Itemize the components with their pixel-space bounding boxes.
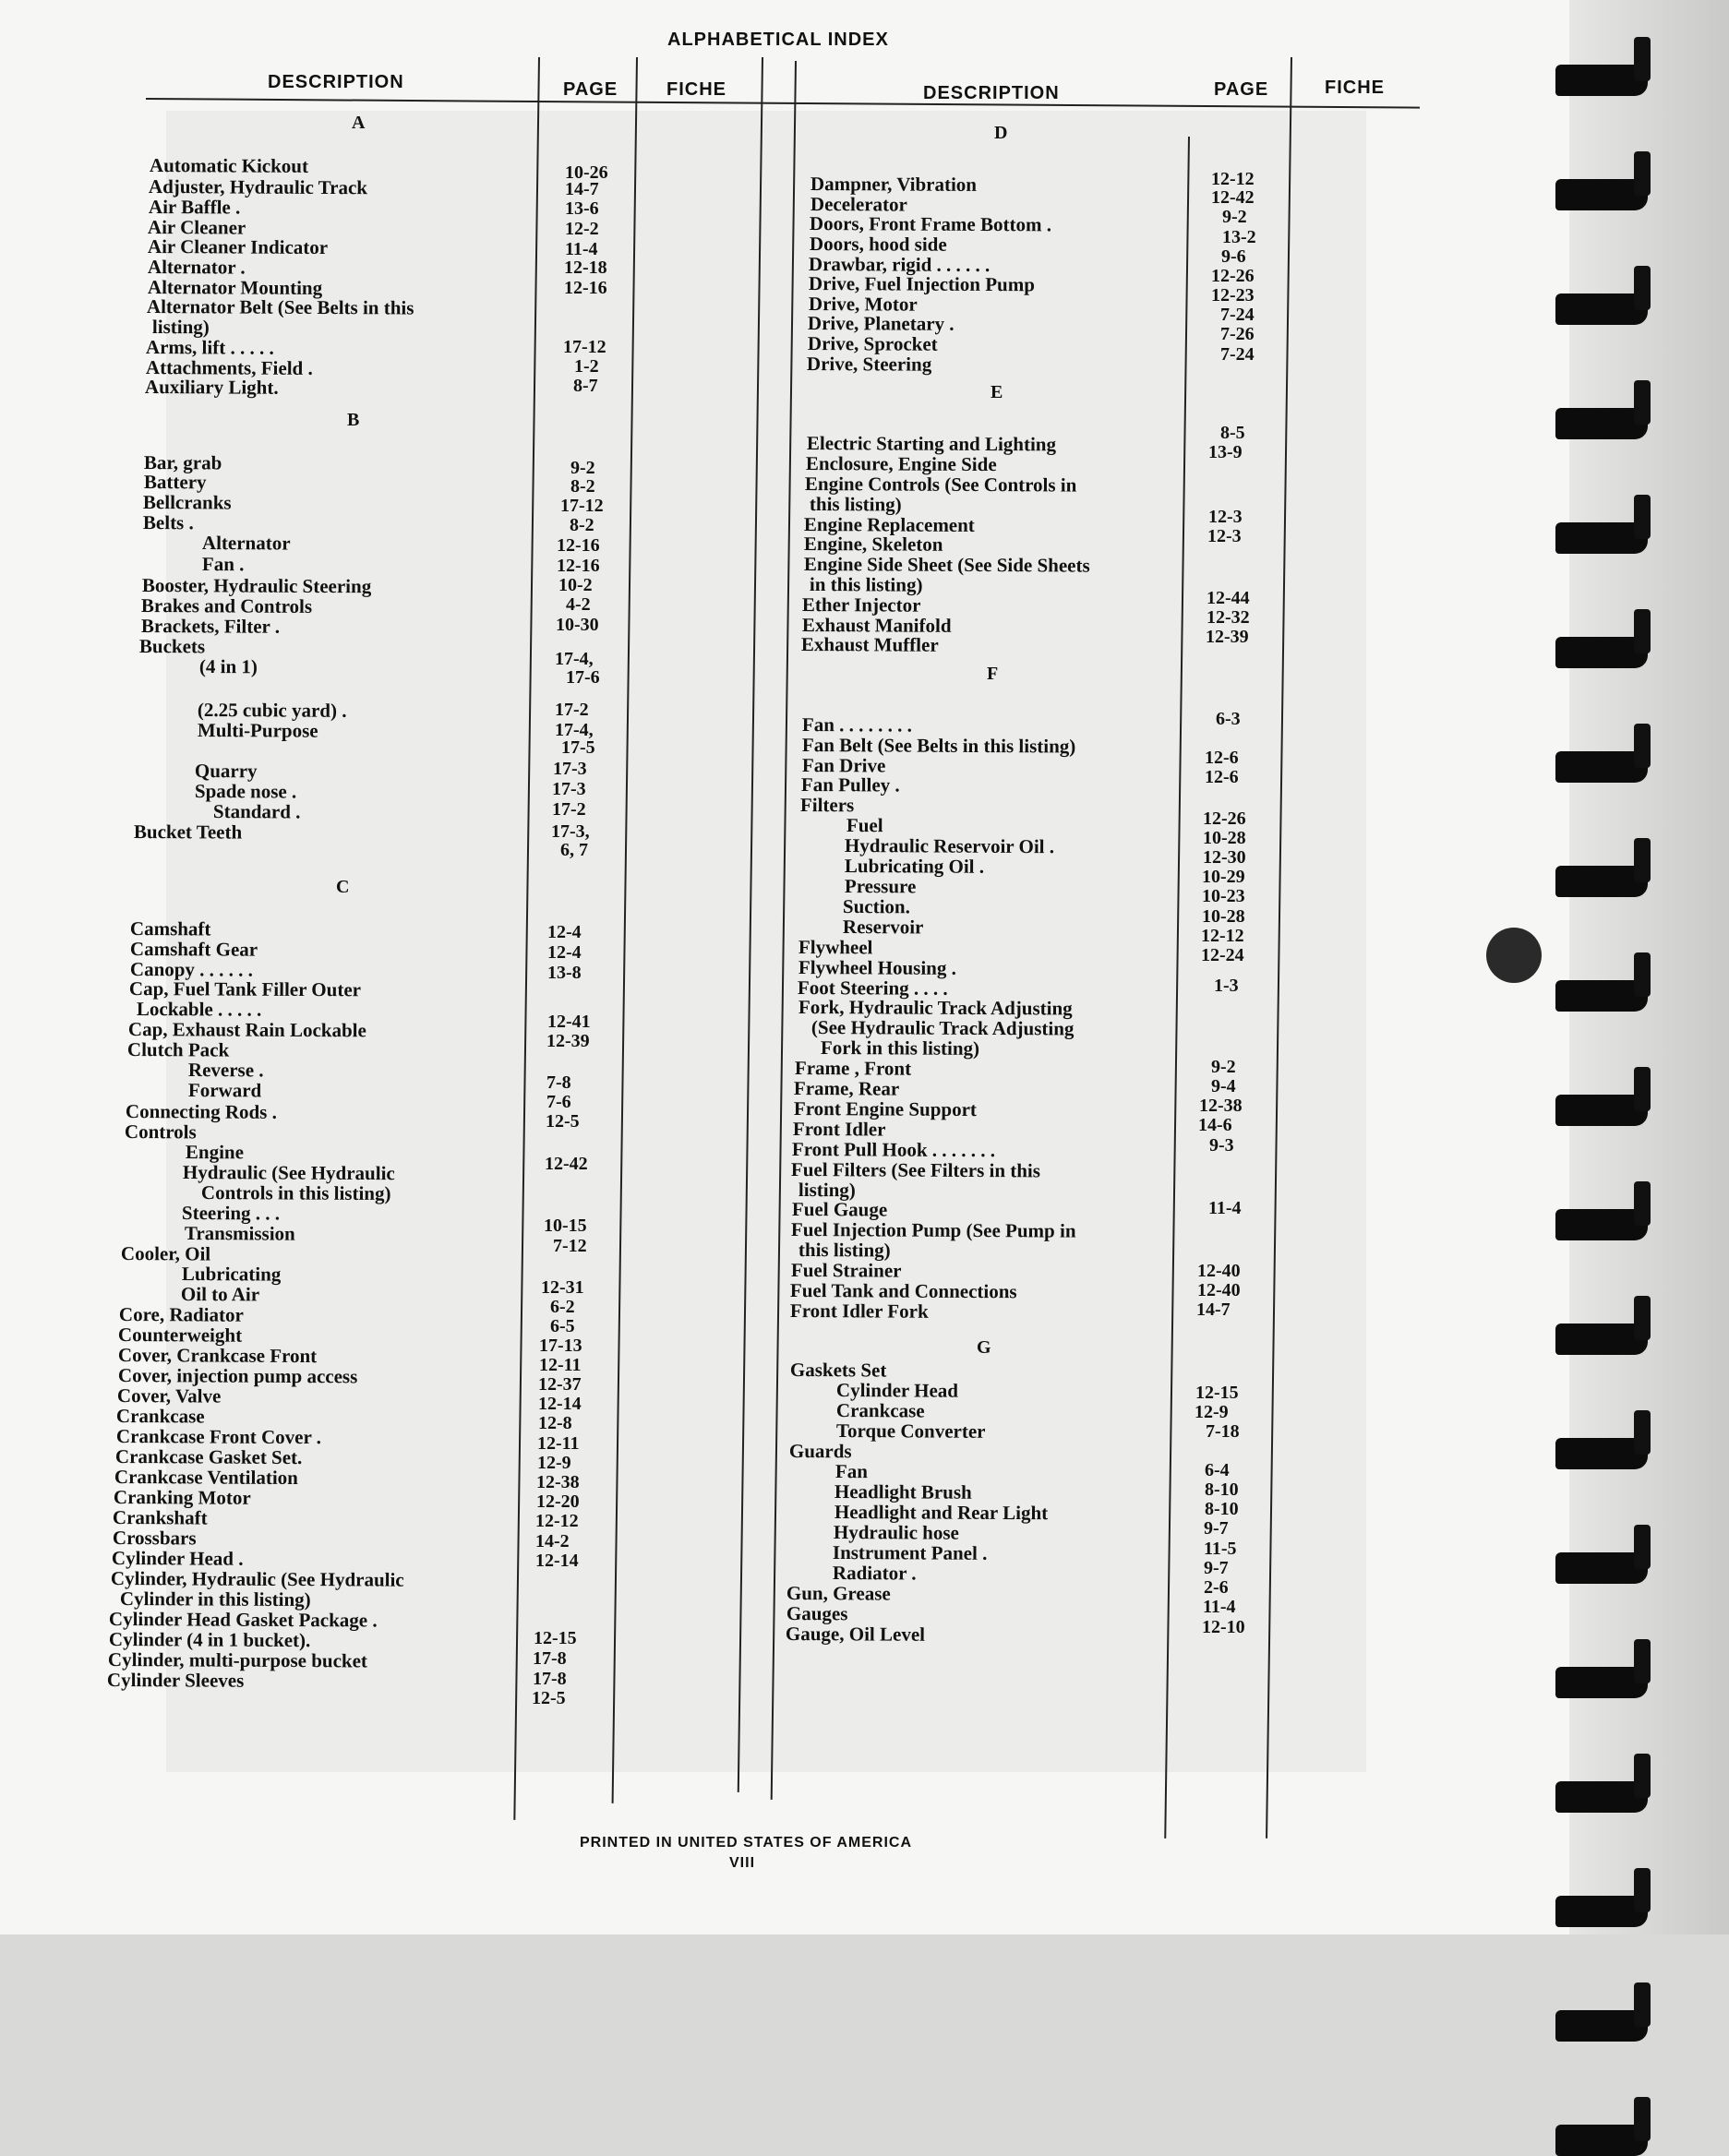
index-entry-description: this listing): [809, 493, 902, 516]
index-entry-description: Foot Steering . . . .: [797, 976, 948, 1000]
index-entry-page: 17-2: [555, 700, 589, 720]
binding-coil-back: [1634, 724, 1651, 768]
index-entry-page: 10-23: [1202, 886, 1245, 906]
index-entry-page: 12-32: [1207, 607, 1250, 628]
index-entry-page: 12-16: [557, 556, 600, 576]
index-entry-description: Multi-Purpose: [197, 719, 318, 742]
index-entry-page: 12-6: [1205, 767, 1239, 787]
binding-coil-back: [1634, 1410, 1651, 1455]
index-entry-page: 14-6: [1198, 1115, 1232, 1135]
index-entry-description: Drive, Sprocket: [807, 332, 938, 355]
index-entry-description: Controls in this listing): [200, 1181, 391, 1205]
index-entry-page: 10-28: [1202, 906, 1245, 927]
index-entry-page: 12-9: [1195, 1402, 1229, 1422]
index-entry-page: 17-8: [533, 1669, 567, 1689]
index-entry-page: 8-5: [1220, 423, 1245, 443]
page-title: ALPHABETICAL INDEX: [667, 30, 889, 50]
index-entry-page: 11-4: [565, 239, 598, 259]
index-entry-description: listing): [798, 1179, 856, 1202]
index-entry-page: 6-4: [1205, 1460, 1230, 1480]
index-entry-description: Engine Replacement: [803, 513, 975, 536]
index-entry-description: Cylinder, Hydraulic (See Hydraulic: [110, 1567, 404, 1591]
index-entry-page: 10-2: [558, 575, 593, 595]
index-entry-description: Engine Controls (See Controls in: [804, 473, 1077, 497]
index-entry-page: 7-24: [1220, 344, 1255, 365]
binding-coil-back: [1634, 1754, 1651, 1798]
index-entry-description: Camshaft: [129, 917, 211, 940]
index-entry-description: Doors, Front Frame Bottom .: [809, 212, 1052, 236]
index-entry-page: 17-4,: [555, 649, 594, 669]
index-entry-description: Camshaft Gear: [129, 938, 258, 961]
index-entry-description: Crossbars: [112, 1527, 197, 1550]
index-entry-description: Fan . . . . . . . .: [801, 713, 913, 737]
index-entry-description: Auxiliary Light.: [144, 376, 279, 399]
index-entry-description: Exhaust Manifold: [801, 614, 952, 637]
index-entry-description: Controls: [124, 1120, 197, 1144]
index-entry-description: (See Hydraulic Track Adjusting: [810, 1016, 1075, 1040]
index-entry-page: 10-15: [544, 1216, 587, 1236]
index-entry-page: 1-2: [574, 356, 599, 377]
index-entry-page: 12-12: [535, 1511, 579, 1531]
index-entry-description: Bucket Teeth: [133, 820, 243, 844]
index-entry-description: Front Engine Support: [793, 1097, 978, 1121]
index-entry-page: 12-14: [535, 1551, 579, 1571]
index-entry-page: 13-9: [1208, 442, 1243, 462]
index-entry-page: 17-13: [539, 1336, 582, 1356]
index-entry-description: Cooler, Oil: [120, 1242, 211, 1265]
punch-hole: [1486, 928, 1542, 983]
binding-coil-back: [1634, 151, 1651, 196]
index-entry-description: Cover, Crankcase Front: [117, 1344, 318, 1368]
section-letter: F: [987, 664, 999, 684]
index-entry-description: Fuel Injection Pump (See Pump in: [790, 1218, 1076, 1242]
index-entry-page: 13-6: [565, 198, 599, 219]
index-entry-description: Cylinder in this listing): [119, 1587, 311, 1611]
section-letter: G: [977, 1337, 991, 1358]
index-entry-page: 2-6: [1204, 1577, 1229, 1598]
index-entry-description: Suction.: [842, 895, 910, 918]
index-entry-description: Cylinder Head Gasket Package .: [108, 1608, 378, 1632]
index-entry-description: Cylinder Head: [835, 1379, 959, 1402]
index-entry-page: 9-2: [1211, 1057, 1236, 1077]
binding-coil-back: [1634, 1868, 1651, 1912]
col-header-description-left: DESCRIPTION: [268, 72, 404, 92]
index-entry-page: 17-3: [553, 759, 587, 779]
index-entry-description: Drive, Motor: [808, 293, 918, 316]
index-entry-page: 12-18: [564, 258, 607, 278]
index-entry-description: Battery: [143, 471, 207, 494]
index-entry-description: Fuel Tank and Connections: [789, 1279, 1017, 1303]
index-entry-page: 12-42: [1211, 187, 1255, 208]
index-entry-page: 7-24: [1220, 305, 1255, 325]
index-entry-description: Alternator Mounting: [147, 276, 323, 299]
binding-coil-back: [1634, 380, 1651, 425]
index-entry-description: Doors, hood side: [809, 233, 947, 256]
index-entry-description: Electric Starting and Lighting: [806, 432, 1057, 456]
index-entry-description: Air Cleaner: [147, 216, 246, 239]
index-entry-page: 12-44: [1207, 588, 1250, 608]
index-entry-description: Hydraulic Reservoir Oil .: [844, 834, 1055, 858]
binding-coil-back: [1634, 2097, 1651, 2141]
index-entry-description: Gauge, Oil Level: [785, 1623, 926, 1646]
index-entry-description: (2.25 cubic yard) .: [197, 699, 347, 722]
index-entry-description: Radiator .: [832, 1562, 917, 1585]
index-entry-description: Torque Converter: [835, 1419, 986, 1443]
index-entry-page: 10-28: [1203, 828, 1246, 848]
index-entry-page: 12-2: [565, 219, 599, 239]
index-entry-description: Pressure: [844, 875, 917, 898]
index-entry-page: 12-11: [537, 1433, 580, 1454]
index-entry-page: 17-3,: [551, 821, 590, 842]
index-entry-page: 12-40: [1197, 1261, 1241, 1281]
index-entry-description: (4 in 1): [198, 655, 258, 678]
index-entry-page: 9-7: [1204, 1518, 1229, 1539]
col-header-page-right: PAGE: [1214, 79, 1269, 100]
index-entry-page: 12-16: [564, 278, 607, 298]
index-entry-description: Bellcranks: [142, 491, 232, 514]
index-entry-page: 6-5: [550, 1316, 575, 1336]
index-entry-description: Fan Belt (See Belts in this listing): [801, 734, 1076, 758]
index-entry-page: 7-12: [553, 1236, 587, 1256]
index-entry-page: 14-2: [535, 1531, 570, 1551]
binding-coil-back: [1634, 1525, 1651, 1569]
index-entry-description: Clutch Pack: [126, 1038, 230, 1061]
index-entry-description: Cover, Valve: [116, 1384, 222, 1407]
index-entry-description: Belts .: [142, 511, 194, 534]
index-entry-page: 11-4: [1208, 1198, 1242, 1218]
index-entry-description: Fuel Gauge: [791, 1198, 888, 1221]
section-letter: B: [347, 410, 360, 430]
index-entry-description: Ether Injector: [801, 593, 921, 617]
section-letter: E: [991, 382, 1003, 402]
index-entry-description: Filters: [799, 794, 855, 817]
index-entry-page: 17-4,: [555, 720, 594, 740]
index-entry-description: Air Baffle .: [148, 196, 241, 219]
index-entry-description: Forward: [187, 1079, 262, 1102]
index-entry-description: Connecting Rods .: [125, 1100, 277, 1123]
index-entry-page: 12-39: [546, 1031, 590, 1051]
index-entry-page: 10-29: [1202, 867, 1245, 887]
index-entry-description: Cap, Exhaust Rain Lockable: [127, 1018, 366, 1042]
index-entry-description: Guards: [788, 1440, 852, 1463]
index-entry-page: 12-40: [1197, 1280, 1241, 1300]
index-entry-page: 4-2: [566, 594, 591, 615]
index-entry-description: Exhaust Muffler: [800, 633, 939, 656]
index-entry-page: 12-3: [1208, 507, 1243, 527]
index-entry-page: 17-8: [533, 1648, 567, 1669]
binding-coil-back: [1634, 37, 1651, 81]
index-entry-description: this listing): [798, 1239, 891, 1262]
index-entry-description: Flywheel: [798, 936, 873, 959]
index-entry-page: 12-37: [538, 1374, 582, 1395]
index-entry-page: 12-30: [1203, 847, 1246, 868]
index-entry-description: Booster, Hydraulic Steering: [141, 574, 372, 598]
index-entry-description: Cover, injection pump access: [117, 1364, 358, 1388]
index-entry-description: Adjuster, Hydraulic Track: [148, 175, 368, 199]
index-entry-page: 7-8: [546, 1072, 571, 1093]
index-entry-description: Alternator Belt (See Belts in this: [146, 295, 414, 319]
index-entry-description: Buckets: [138, 635, 206, 658]
binding-coil-back: [1634, 1296, 1651, 1340]
index-entry-description: Cylinder (4 in 1 bucket).: [108, 1628, 311, 1652]
index-entry-description: Air Cleaner Indicator: [147, 235, 329, 259]
index-entry-description: Fan Drive: [801, 754, 886, 777]
col-header-description-right: DESCRIPTION: [923, 83, 1060, 103]
index-entry-page: 12-11: [539, 1355, 582, 1375]
index-entry-page: 10-26: [565, 162, 608, 183]
index-entry-description: Core, Radiator: [118, 1303, 244, 1326]
index-entry-page: 12-3: [1207, 526, 1242, 546]
index-entry-description: Arms, lift . . . . .: [145, 336, 274, 359]
index-entry-description: Gauges: [786, 1602, 848, 1625]
index-entry-page: 12-38: [1199, 1096, 1243, 1116]
index-entry-page: 17-6: [566, 667, 600, 688]
index-entry-description: Spade nose .: [194, 780, 297, 803]
index-entry-page: 12-23: [1211, 285, 1255, 305]
index-entry-description: Cranking Motor: [113, 1486, 251, 1509]
index-entry-page: 12-5: [532, 1688, 566, 1708]
index-entry-description: Lockable . . . . .: [136, 998, 262, 1021]
index-entry-page: 7-18: [1206, 1421, 1240, 1442]
index-entry-description: Alternator: [201, 532, 291, 555]
index-entry-description: Fan .: [201, 553, 245, 576]
index-entry-description: Front Idler Fork: [789, 1300, 929, 1323]
index-entry-page: 1-3: [1214, 976, 1239, 996]
index-entry-description: Cylinder Head .: [111, 1547, 244, 1570]
index-entry-description: Brackets, Filter .: [140, 615, 281, 638]
index-entry-page: 12-10: [1202, 1617, 1245, 1637]
index-entry-page: 13-2: [1222, 227, 1256, 247]
section-letter: C: [336, 877, 350, 897]
index-entry-page: 9-4: [1211, 1076, 1236, 1096]
binding-coil-back: [1634, 495, 1651, 539]
index-entry-description: Headlight and Rear Light: [834, 1501, 1049, 1525]
index-entry-page: 13-8: [547, 963, 582, 983]
index-entry-page: 12-6: [1205, 748, 1239, 768]
index-entry-page: 12-12: [1211, 169, 1255, 189]
index-entry-description: Reverse .: [187, 1059, 264, 1082]
index-entry-description: Gun, Grease: [786, 1582, 891, 1605]
index-entry-description: Cylinder, multi-purpose bucket: [107, 1648, 368, 1672]
index-entry-description: listing): [151, 316, 210, 339]
index-entry-description: Attachments, Field .: [145, 356, 313, 379]
index-entry-description: Fuel: [846, 814, 883, 837]
index-entry-description: Crankcase: [115, 1405, 205, 1428]
index-entry-description: Reservoir: [842, 916, 924, 939]
index-entry-description: Hydraulic (See Hydraulic: [182, 1161, 395, 1185]
index-entry-description: Engine Side Sheet (See Side Sheets: [803, 553, 1090, 577]
index-entry-page: 9-2: [1222, 207, 1247, 227]
index-entry-page: 7-26: [1220, 324, 1255, 344]
index-entry-page: 8-10: [1205, 1479, 1239, 1500]
index-entry-description: Frame , Front: [794, 1057, 912, 1080]
index-entry-description: Bar, grab: [143, 451, 222, 474]
index-entry-page: 14-7: [1196, 1300, 1231, 1320]
binding-coil-back: [1634, 1181, 1651, 1226]
section-letter: D: [994, 123, 1008, 143]
index-entry-description: Engine: [185, 1141, 245, 1164]
index-entry-page: 6-3: [1216, 709, 1241, 729]
index-entry-description: Crankcase Gasket Set.: [114, 1445, 303, 1469]
index-entry-description: Dampner, Vibration: [810, 173, 978, 196]
binding-coil-back: [1634, 1639, 1651, 1683]
index-entry-page: 8-2: [570, 476, 595, 497]
index-entry-page: 12-14: [538, 1394, 582, 1414]
index-entry-description: in this listing): [809, 573, 923, 596]
col-header-fiche-right: FICHE: [1325, 78, 1385, 98]
index-entry-page: 12-15: [534, 1628, 577, 1648]
index-entry-page: 12-8: [538, 1413, 572, 1433]
index-entry-description: Frame, Rear: [793, 1077, 900, 1100]
index-entry-page: 12-20: [536, 1491, 580, 1512]
index-entry-description: Crankshaft: [112, 1506, 208, 1529]
index-entry-page: 6, 7: [560, 840, 588, 860]
index-entry-description: Fork, Hydraulic Track Adjusting: [798, 996, 1073, 1020]
index-entry-page: 12-15: [1195, 1383, 1239, 1403]
binding-coil-back: [1634, 1982, 1651, 2027]
index-entry-page: 17-5: [561, 737, 595, 758]
binding-coil-back: [1634, 952, 1651, 997]
col-header-page-left: PAGE: [563, 79, 618, 100]
index-entry-description: Front Pull Hook . . . . . . .: [791, 1138, 996, 1162]
index-entry-page: 8-7: [573, 376, 598, 396]
index-entry-page: 6-2: [550, 1297, 575, 1317]
index-entry-page: 8-2: [570, 515, 594, 535]
index-entry-description: Automatic Kickout: [149, 154, 309, 177]
index-entry-description: Drawbar, rigid . . . . . .: [808, 253, 991, 277]
index-entry-description: Drive, Fuel Injection Pump: [808, 272, 1035, 296]
index-entry-page: 17-2: [552, 799, 586, 820]
index-entry-description: Drive, Steering: [806, 353, 932, 376]
index-entry-page: 12-26: [1203, 808, 1246, 829]
index-entry-page: 12-26: [1211, 266, 1255, 286]
index-entry-page: 12-4: [547, 922, 582, 942]
index-entry-description: Fork in this listing): [820, 1036, 980, 1060]
index-entry-page: 14-7: [565, 179, 599, 199]
index-entry-page: 11-5: [1204, 1539, 1237, 1559]
index-entry-page: 12-24: [1201, 945, 1244, 965]
index-entry-description: Cap, Fuel Tank Filler Outer: [128, 977, 362, 1001]
page-number: VIII: [729, 1855, 756, 1871]
index-entry-description: Front Idler: [792, 1118, 886, 1141]
index-entry-description: Fan: [834, 1460, 869, 1483]
index-entry-page: 10-30: [556, 615, 599, 635]
index-entry-description: Hydraulic hose: [833, 1521, 959, 1544]
index-entry-page: 9-2: [570, 458, 595, 478]
index-entry-description: Brakes and Controls: [140, 594, 313, 617]
index-entry-page: 12-42: [545, 1154, 588, 1174]
index-entry-page: 12-12: [1201, 926, 1244, 946]
index-entry-page: 17-3: [552, 779, 586, 799]
index-entry-description: Decelerator: [810, 193, 907, 216]
index-entry-description: Steering . . .: [181, 1202, 281, 1225]
index-entry-page: 12-38: [536, 1472, 580, 1492]
index-entry-page: 7-6: [546, 1092, 571, 1112]
index-entry-description: Drive, Planetary .: [807, 312, 955, 335]
index-entry-page: 9-6: [1221, 246, 1246, 267]
index-entry-description: Quarry: [194, 760, 258, 783]
index-entry-description: Counterweight: [117, 1324, 243, 1347]
index-entry-page: 12-31: [541, 1277, 584, 1298]
index-entry-page: 12-39: [1206, 627, 1249, 647]
index-entry-page: 12-41: [547, 1012, 591, 1032]
binding-coil-back: [1634, 1067, 1651, 1111]
index-entry-description: Oil to Air: [180, 1283, 260, 1306]
index-entry-description: Instrument Panel .: [832, 1541, 988, 1564]
footer-printed: PRINTED IN UNITED STATES OF AMERICA: [580, 1835, 913, 1851]
index-entry-description: Transmission: [184, 1222, 295, 1245]
col-header-fiche-left: FICHE: [666, 79, 726, 100]
index-entry-page: 12-16: [557, 535, 600, 556]
index-entry-page: 17-12: [563, 337, 606, 357]
index-entry-description: Lubricating Oil .: [844, 855, 985, 878]
index-entry-page: 12-9: [537, 1453, 571, 1473]
index-entry-description: Fuel Filters (See Filters in this: [790, 1158, 1041, 1182]
index-entry-description: Enclosure, Engine Side: [805, 452, 997, 476]
index-entry-description: Cylinder Sleeves: [106, 1669, 245, 1692]
index-entry-description: Lubricating: [181, 1263, 282, 1286]
index-entry-description: Engine, Skeleton: [803, 533, 943, 556]
index-entry-page: 17-12: [560, 496, 604, 516]
binding-coil-back: [1634, 266, 1651, 310]
index-entry-page: 11-4: [1203, 1597, 1236, 1617]
section-letter: A: [352, 113, 366, 133]
index-entry-description: Fuel Strainer: [790, 1259, 902, 1282]
index-entry-description: Crankcase: [835, 1399, 925, 1422]
index-entry-page: 9-7: [1204, 1558, 1229, 1578]
index-entry-description: Headlight Brush: [834, 1480, 972, 1503]
index-entry-description: Alternator .: [147, 256, 246, 279]
index-entry-description: Crankcase Front Cover .: [115, 1425, 322, 1449]
index-entry-description: Crankcase Ventilation: [114, 1466, 298, 1490]
index-entry-page: 8-10: [1205, 1499, 1239, 1519]
binding-coil-back: [1634, 838, 1651, 882]
index-entry-page: 9-3: [1209, 1135, 1234, 1156]
index-entry-description: Gaskets Set: [789, 1359, 887, 1382]
binding-coil-back: [1634, 609, 1651, 653]
index-entry-description: Standard .: [212, 800, 301, 823]
index-entry-page: 12-5: [546, 1111, 580, 1132]
index-entry-description: Canopy . . . . . .: [129, 958, 254, 981]
index-entry-description: Fan Pulley .: [800, 773, 900, 797]
index-entry-page: 12-4: [547, 942, 582, 963]
index-entry-description: Flywheel Housing .: [798, 956, 956, 979]
